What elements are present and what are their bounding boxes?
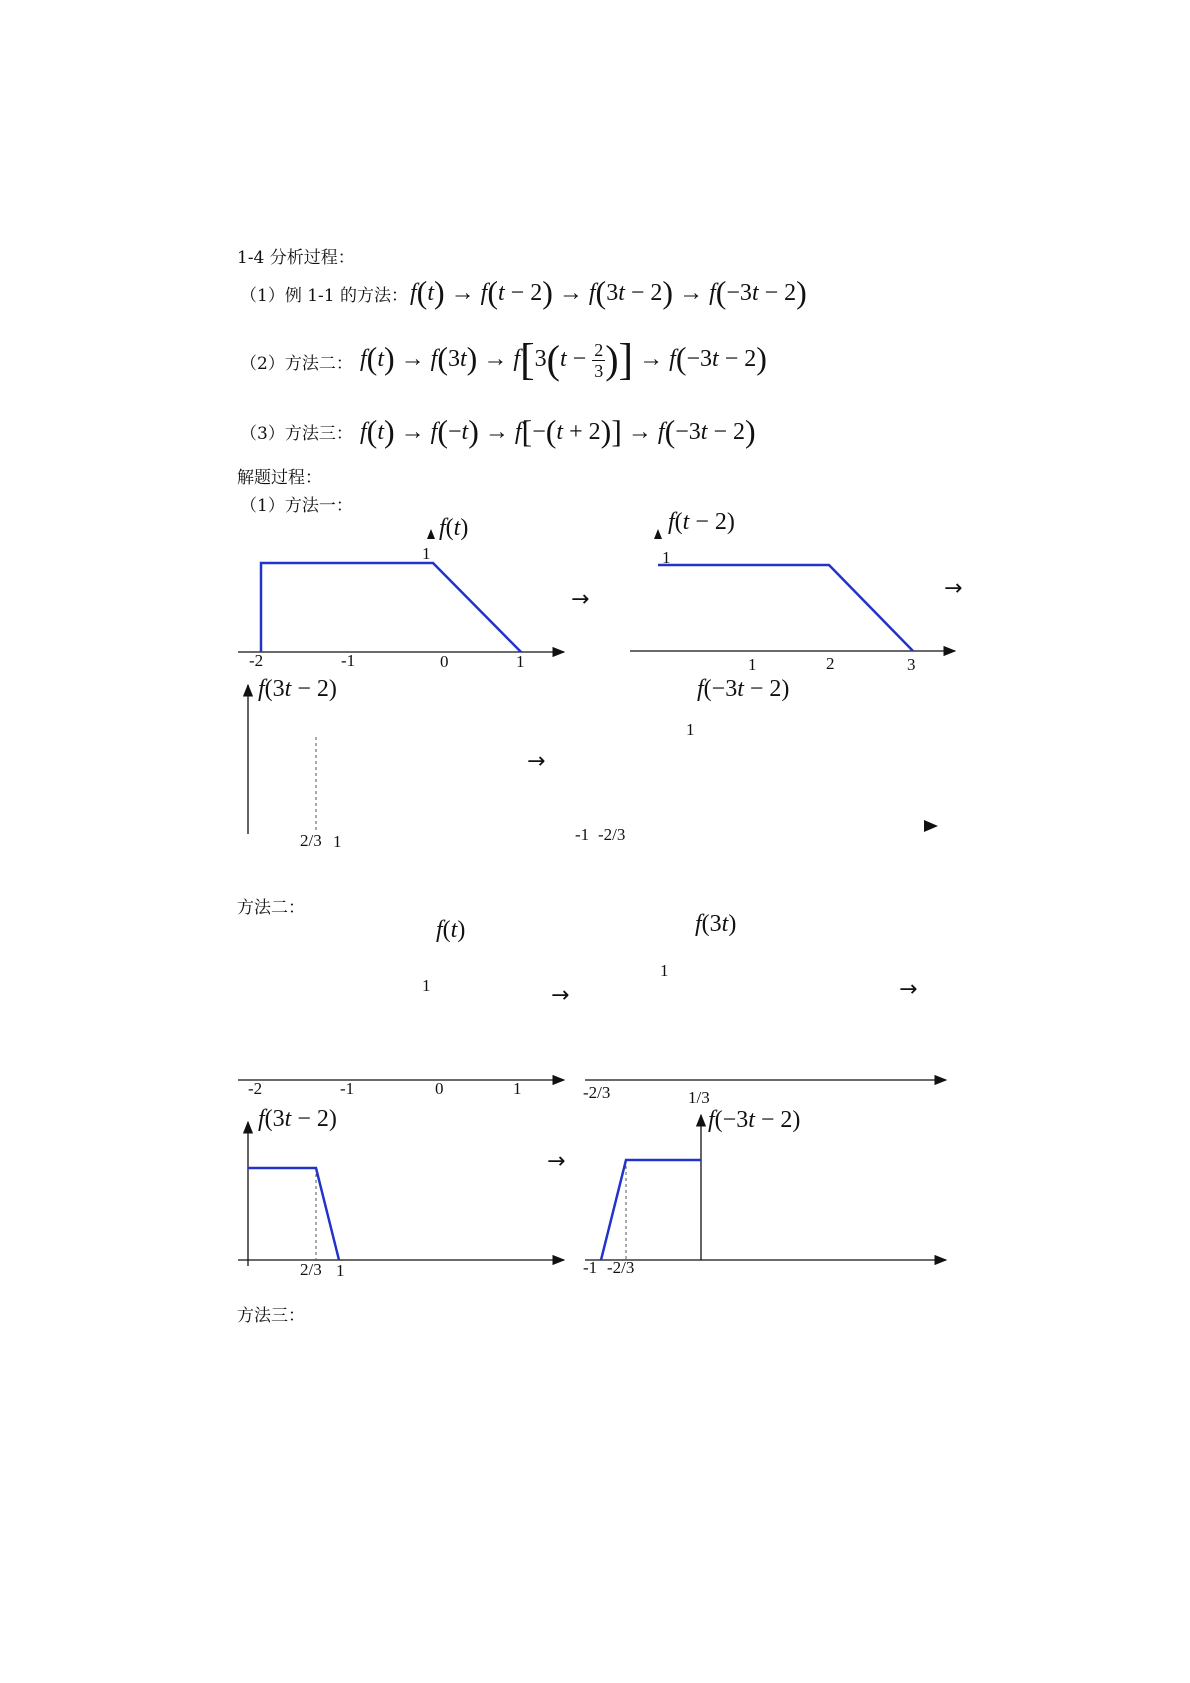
method2-title: 方法二：	[237, 898, 305, 918]
g2-y-tick: 1	[662, 548, 671, 567]
method1-prefix: （1）例 1-1 的方法：	[240, 286, 408, 306]
g1-curve	[261, 563, 521, 652]
g4-x-tick: -1	[575, 825, 590, 844]
g5-x-tick: -2	[248, 1079, 263, 1098]
transition-arrow: →	[571, 587, 590, 612]
g8-label: f(−3t − 2)	[708, 1107, 801, 1133]
method1-title: （1）方法一：	[240, 496, 353, 516]
transition-arrow: →	[527, 749, 546, 774]
g1-x-tick: 0	[440, 652, 449, 671]
g6-y-tick: 1	[660, 961, 669, 980]
g1-label: f(t)	[439, 515, 469, 541]
g2-x-tick: 1	[748, 655, 757, 674]
section-heading: 1-4 分析过程：	[237, 248, 355, 268]
solution-title: 解题过程：	[237, 468, 322, 488]
g2-label: f(t − 2)	[668, 509, 735, 535]
g3-x-tick: 2/3	[300, 831, 322, 850]
method3-formula: f(t) → f(−t) → f[−(t + 2)] → f(−3t − 2)	[360, 413, 756, 449]
transition-arrow: →	[547, 1149, 566, 1174]
g3-label: f(3t − 2)	[258, 676, 337, 702]
g2-x-tick: 3	[907, 655, 916, 674]
g6-x-tick: -2/3	[583, 1083, 611, 1102]
g5-x-tick: 1	[513, 1079, 522, 1098]
g1-x-tick: -2	[249, 651, 264, 670]
g4-x-axis-head	[924, 820, 938, 832]
g8-curve	[601, 1160, 701, 1260]
g6-x-tick: 1/3	[688, 1088, 710, 1107]
g4-label: f(−3t − 2)	[697, 676, 790, 702]
g2-x-tick: 2	[826, 654, 835, 673]
transition-arrow: →	[944, 576, 963, 601]
g2-curve	[658, 565, 913, 651]
method3-prefix: （3）方法三：	[240, 424, 353, 444]
transition-arrow: →	[899, 977, 918, 1002]
g5-y-tick: 1	[422, 976, 431, 995]
g8-x-tick: -1	[583, 1258, 598, 1277]
transition-arrow: →	[551, 983, 570, 1008]
g1-x-tick: -1	[341, 651, 356, 670]
g1-y-tick: 1	[422, 544, 431, 563]
g5-label: f(t)	[436, 917, 466, 943]
method2-prefix: （2）方法二：	[240, 354, 353, 374]
method2-formula: f(t) → f(3t) → f[3(t − $\frac{2}{3}$ )] → f(−3t − 2)	[360, 335, 767, 384]
g3-x-tick: 1	[333, 832, 342, 851]
g7-x-tick: 2/3	[300, 1260, 322, 1279]
g6-label: f(3t)	[695, 911, 737, 937]
g5-x-tick: -1	[340, 1079, 355, 1098]
g1-x-tick: 1	[516, 652, 525, 671]
g4-x-tick: -2/3	[598, 825, 626, 844]
g7-x-tick: 1	[336, 1261, 345, 1280]
g4-y-tick: 1	[686, 720, 695, 739]
g7-curve	[248, 1168, 339, 1260]
method1-formula: f(t) → f(t − 2) → f(3t − 2) → f(−3t − 2)	[410, 274, 807, 310]
g7-label: f(3t − 2)	[258, 1106, 337, 1132]
g5-x-tick: 0	[435, 1079, 444, 1098]
method3-title: 方法三：	[237, 1306, 305, 1326]
g8-x-tick: -2/3	[607, 1258, 635, 1277]
